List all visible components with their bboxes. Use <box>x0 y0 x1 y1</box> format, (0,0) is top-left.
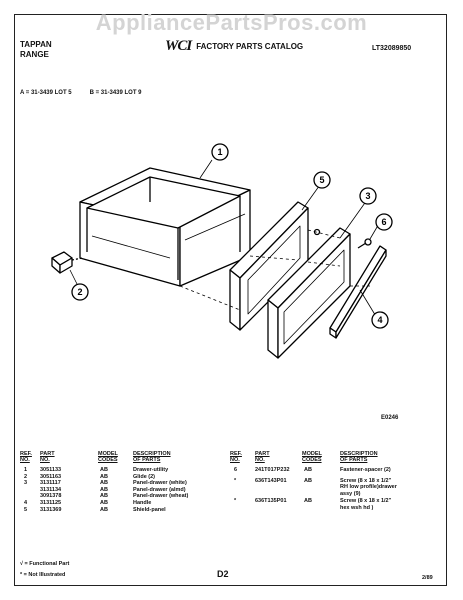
part-description: assy (9) <box>340 490 361 497</box>
part-number: 3131125 <box>40 500 62 506</box>
part-number: 3051163 <box>40 473 62 480</box>
ref-number: 6 <box>234 467 238 473</box>
part-description: Screw (8 x 18 x 1/2" <box>340 498 392 505</box>
model-b: B = 31-3439 LOT 9 <box>89 90 142 96</box>
part-description: Fastener-spacer (2) <box>340 467 391 473</box>
model-codes: AB <box>100 493 108 500</box>
glide-drawing <box>52 252 82 273</box>
part-number: 241T017P232 <box>255 467 290 473</box>
wci-logo: WCI <box>165 38 192 54</box>
model-codes: AB <box>100 506 108 513</box>
callout-4: 4 <box>377 315 383 325</box>
functional-part-legend: √ = Functional Part <box>20 561 70 567</box>
header-model: MODEL CODES <box>98 451 118 463</box>
part-description: Shield-panel <box>133 506 166 513</box>
catalog-number: LT32089850 <box>372 45 412 52</box>
figure-number: E0246 <box>381 415 399 421</box>
ref-number: 5 <box>24 506 28 513</box>
header-ref: REF. NO. <box>230 451 242 463</box>
header-ref: REF. NO. <box>20 451 32 463</box>
model-legend <box>20 90 142 96</box>
part-number: 3131117 <box>40 480 61 487</box>
part-number: 3131369 <box>40 506 62 513</box>
part-number: 3051133 <box>40 467 62 473</box>
catalog-header <box>165 38 303 55</box>
part-description: Drawer-utility <box>133 467 169 473</box>
part-number: 3091378 <box>40 493 62 500</box>
ref-number: 4 <box>24 500 28 506</box>
parts-table-left <box>20 451 225 551</box>
ref-number: 2 <box>24 473 28 480</box>
header-part: PART NO. <box>255 451 270 463</box>
exploded-parts-diagram <box>40 140 420 400</box>
not-illustrated-legend: * = Not Illustrated <box>20 572 66 578</box>
part-description: Panel-drawer (white) <box>133 480 187 487</box>
model-codes: AB <box>100 500 108 506</box>
header-part: PART NO. <box>40 451 55 463</box>
catalog-date: 2/89 <box>422 575 433 581</box>
catalog-title: FACTORY PARTS CATALOG <box>196 42 304 51</box>
product-type: RANGE <box>20 50 49 59</box>
part-description: Glide (2) <box>133 473 156 480</box>
ref-number: 1 <box>24 467 28 473</box>
header-description: DESCRIPTION OF PARTS <box>340 451 378 463</box>
model-codes: AB <box>100 486 108 493</box>
callout-2: 2 <box>77 287 83 297</box>
page-number: D2 <box>217 569 229 579</box>
part-description: Panel-drawer (wheat) <box>133 493 189 500</box>
header-model: MODEL CODES <box>302 451 322 463</box>
callout-5: 5 <box>319 175 325 185</box>
ref-number: * <box>234 498 237 505</box>
callout-6: 6 <box>381 217 387 227</box>
brand-name: TAPPAN <box>20 40 52 49</box>
part-description: RH low profile)drawer <box>340 484 397 491</box>
header-description: DESCRIPTION OF PARTS <box>133 451 171 463</box>
model-codes: AB <box>304 498 312 505</box>
brand-block <box>20 40 52 60</box>
model-codes: AB <box>100 473 108 480</box>
part-number: 636T143P01 <box>255 477 287 484</box>
drawer-utility-drawing <box>80 168 250 286</box>
part-description: Screw (8 x 18 x 1/2" <box>340 477 392 484</box>
model-codes: AB <box>100 467 108 473</box>
part-number: 636T135P01 <box>255 498 287 505</box>
model-codes: AB <box>100 480 108 487</box>
ref-number: * <box>234 477 237 484</box>
parts-table-right <box>230 451 445 551</box>
part-description: Handle <box>133 500 152 506</box>
model-codes: AB <box>304 467 312 473</box>
part-description: Panel-drawer (almd) <box>133 486 186 493</box>
part-number: 3131134 <box>40 486 62 493</box>
part-description: hex wsh hd ) <box>340 505 374 511</box>
watermark: AppliancePartsPros.com <box>95 10 368 35</box>
model-a: A = 31-3439 LOT 5 <box>20 90 72 96</box>
callout-3: 3 <box>365 191 371 201</box>
callout-1: 1 <box>217 147 223 157</box>
ref-number: 3 <box>24 480 28 487</box>
model-codes: AB <box>304 477 312 484</box>
